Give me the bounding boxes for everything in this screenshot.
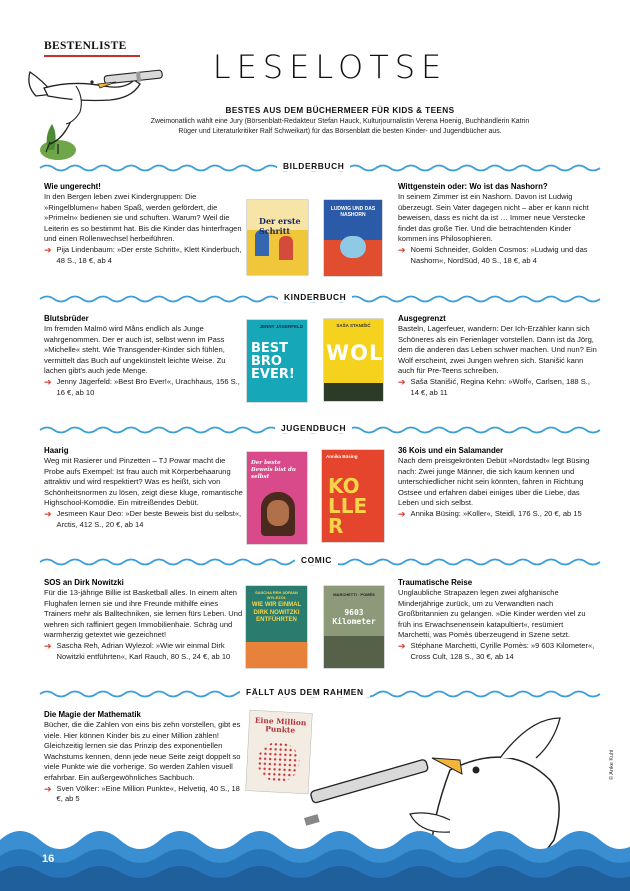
arrow-icon: ➔ [44, 376, 52, 387]
section-label-rahmen: FÄLLT AUS DEM RAHMEN [240, 687, 370, 697]
book-cover-dirk-nowitzki [246, 586, 307, 668]
book-sea-illustration [0, 800, 630, 891]
book-cover-best-bro-ever [247, 320, 307, 402]
arrow-icon: ➔ [44, 640, 52, 651]
entry-wie-ungerecht [44, 181, 244, 266]
entry-title: Die Magie der Mathematik [44, 710, 141, 719]
cover-title: Eine Million Punkte [254, 715, 307, 735]
entry-title: Traumatische Reise [398, 578, 473, 587]
book-cover-ludwig-nashorn [324, 200, 382, 276]
arrow-icon: ➔ [398, 376, 406, 387]
entry-body: Bücher, die die Zahlen von eins bis zehn vorstellen, gibt es viele. Hier können Kinder bis zu einer Million zählen! Gleichzeitig lernen sie das Prinzip des exponentiellen Wachstums kennen, denn jede neue Seite zeigt doppelt so viele Punkte wie die vorherige. So werden Zahlen visuell erfahrbar. Ein außergewöhnliches Sachbuch. [44, 720, 241, 782]
arrow-icon: ➔ [398, 640, 406, 651]
cover-title: LUDWIG UND DAS NASHORN [330, 206, 376, 218]
entry-body: Nach dem preisgekrönten Debüt »Nordstadt« legt Büsing nach: Zwei junge Männer, die sich kaum kennen und unterschiedlicher nicht sein könnten, fahren in Richtung Ostsee und erfahren dabei einiges über die Liebe, das Leben und sich selbst. [398, 456, 590, 508]
book-cover-wolf [324, 319, 399, 401]
cover-author: SAŠA STANIŠIĆ [336, 323, 371, 328]
section-divider-kinderbuch [40, 292, 600, 306]
illustration-credit: © Anke Kuhl [609, 749, 615, 780]
arrow-icon: ➔ [44, 508, 52, 519]
entry-title: 36 Kois und ein Salamander [398, 446, 504, 455]
cover-title: WIE WIR EINMAL DIRK NOWITZKI ENTFÜHRTEN [251, 602, 302, 623]
page-number: 16 [42, 853, 55, 865]
entry-traumatische-reise [398, 577, 598, 662]
entry-body: Unglaubliche Strapazen legen zwei afghanische Minderjährige zurück, um zu Verwandten nach Großbritannien zu gelangen. »Die Kinder werden viel zu früh ins Erwachsenensein katapultiert«, resümiert Marchetti, was Pomès überzeugend in Szene setzt. [398, 588, 586, 640]
entry-body: Weg mit Rasierer und Pinzetten – TJ Powar macht die Probe aufs Exempel: Ist frau auch mit Körperbehaarung attraktiv und wird respektiert? Was es heißt, sich von Schönheitsnormen zu lösen, zeigt diese kluge, romantische Highschool-Komödie. Ein mitreißendes Debüt. [44, 456, 243, 508]
entry-reference: Saša Stanišić, Regina Kehn: »Wolf«, Carlsen, 188 S., 14 €, ab 11 [410, 376, 590, 397]
section-label-bilderbuch: BILDERBUCH [277, 161, 350, 171]
entry-reference: Jenny Jägerfeld: »Best Bro Ever!«, Urachhaus, 156 S., 16 €, ab 10 [56, 376, 240, 397]
entry-reference: Sascha Reh, Adrian Wylezol: »Wie wir einmal Dirk Nowitzki entführten«, Karl Rauch, 80 S., 24 €, ab 10 [56, 640, 231, 661]
entry-reference: Sven Völker: »Eine Million Punkte«, Helvetiq, 40 S., 18 €, ab 5 [56, 783, 240, 804]
cover-title: Der beste Beweis bist du selbst [251, 460, 296, 480]
page-title: LESELOTSE [212, 48, 448, 86]
section-label-jugendbuch: JUGENDBUCH [275, 423, 352, 433]
entry-title: Wie ungerecht! [44, 182, 101, 191]
entry-title: Haarig [44, 446, 69, 455]
cover-title: BEST BRO EVER! [251, 341, 295, 382]
entry-reference: Noemi Schneider, Golden Cosmos: »Ludwig und das Nashorn«, NordSüd, 40 S., 18 €, ab 4 [410, 244, 588, 265]
entry-title: Blutsbrüder [44, 314, 89, 323]
section-label-kinderbuch: KINDERBUCH [278, 292, 352, 302]
cover-author: SASCHA REH ADRIAN WYLEZOL [255, 590, 298, 600]
cover-title: WOLF [326, 341, 399, 365]
book-cover-9603-kilometer [324, 586, 384, 668]
entry-haarig [44, 445, 244, 530]
entry-title: Wittgenstein oder: Wo ist das Nashorn? [398, 182, 548, 191]
section-label-comic: COMIC [295, 555, 338, 565]
entry-36-kois [398, 445, 598, 520]
cover-title: KOLLER [328, 474, 368, 538]
arrow-icon: ➔ [44, 244, 52, 255]
entry-blutsbrueder [44, 313, 244, 398]
page-subtitle: BESTES AUS DEM BÜCHERMEER FÜR KIDS & TEENS [225, 106, 455, 115]
cover-title: 9603 Kilometer [332, 608, 376, 626]
arrow-icon: ➔ [44, 783, 52, 794]
book-cover-der-erste-schritt [247, 200, 308, 275]
entry-magie-mathematik [44, 709, 244, 805]
kicker-label: BESTENLISTE [44, 40, 127, 52]
cover-author: JENNY JÄGERFELD [259, 324, 303, 329]
entry-ausgegrenzt [398, 313, 598, 398]
entry-title: SOS an Dirk Nowitzki [44, 578, 124, 587]
book-cover-der-beste-beweis [247, 452, 307, 544]
entry-body: In seinem Zimmer ist ein Nashorn. Davon ist Ludwig überzeugt. Sein Vater dagegen nicht – aber er kann nicht beweisen, dass es nicht da ist … Immer neue Verstecke findet das große Tier. Und die betrachtenden Kinder kommen ins Philosophieren. [398, 192, 589, 244]
entry-reference: Annika Büsing: »Koller«, Steidl, 176 S., 20 €, ab 15 [410, 508, 582, 518]
entry-wittgenstein [398, 181, 598, 266]
cover-title: Der erste Schritt [259, 216, 301, 236]
entry-body: Basteln, Lagerfeuer, wandern: Der Ich-Erzähler kann sich Schöneres als ein Ferienlager vorstellen. Dann ist da Jörg, dem die anderen das Leben schwer machen. Und nun? Ein Wolf erscheint, zwei Jungen wehren sich. Stanišić kann auch für Pre-Teens schreiben. [398, 324, 597, 376]
entry-reference: Pija Lindenbaum: »Der erste Schritt«, Klett Kinderbuch, 48 S., 18 €, ab 4 [56, 244, 242, 265]
arrow-icon: ➔ [398, 508, 406, 519]
entry-reference: Jesmeen Kaur Deo: »Der beste Beweis bist du selbst«, Arctis, 412 S., 20 €, ab 14 [56, 508, 242, 529]
intro-text: Zweimonatlich wählt eine Jury (Börsenblatt-Redakteur Stefan Hauck, Kulturjournalistin Verena Hoenig, Buchhändlerin Katrin Rüger und Literaturkritiker Ralf Schweikart) für das Börsenblatt die besten Kinder- und Jugendbücher aus. [150, 118, 530, 135]
cover-author: Annika Büsing [326, 454, 358, 459]
entry-body: Für die 13-jährige Billie ist Basketball alles. In einem alten Flughafen lernen sie und ihre Freunde mithilfe eines Trainers mehr als Balltechniken, sie lernen fürs Leben. Und wehren sich raffiniert gegen Immobilienhaie. Schräg und warmherzig getextet wie gezeichnet! [44, 588, 243, 640]
section-divider-bilderbuch [40, 161, 600, 175]
book-cover-koller [322, 450, 384, 542]
entry-body: In den Bergen leben zwei Kindergruppen: Die »Ringelblumen« haben Spaß, werden gefördert, die »Primeln« bedienen sie und schuften. Warum? Weil die Leiterin es so bestimmt hat. Bis die Kinder das hinterfragen und einen Rollenwechsel herbeiführen. [44, 192, 242, 244]
section-divider-jugendbuch [40, 423, 600, 437]
entry-title: Ausgegrenzt [398, 314, 446, 323]
cover-author: MARCHETTI · POMÈS [333, 592, 375, 597]
entry-reference: Stéphane Marchetti, Cyrille Pomès: »9 603 Kilometer«, Cross Cult, 128 S., 30 €, ab 14 [410, 640, 595, 661]
entry-sos-dirk-nowitzki [44, 577, 244, 662]
section-divider-comic [40, 555, 600, 569]
entry-body: Im fremden Malmö wird Måns endlich als Junge wahrgenommen. Der er auch ist, selbst wenn im Pass »Michelle« steht. Wie Transgender-Kinder sich fühlen, vermittelt das Buch auf ungekünstelt leichte Weise. Zu lachen gibt's auch jede Menge. [44, 324, 226, 376]
arrow-icon: ➔ [398, 244, 406, 255]
section-divider-rahmen [40, 687, 600, 701]
